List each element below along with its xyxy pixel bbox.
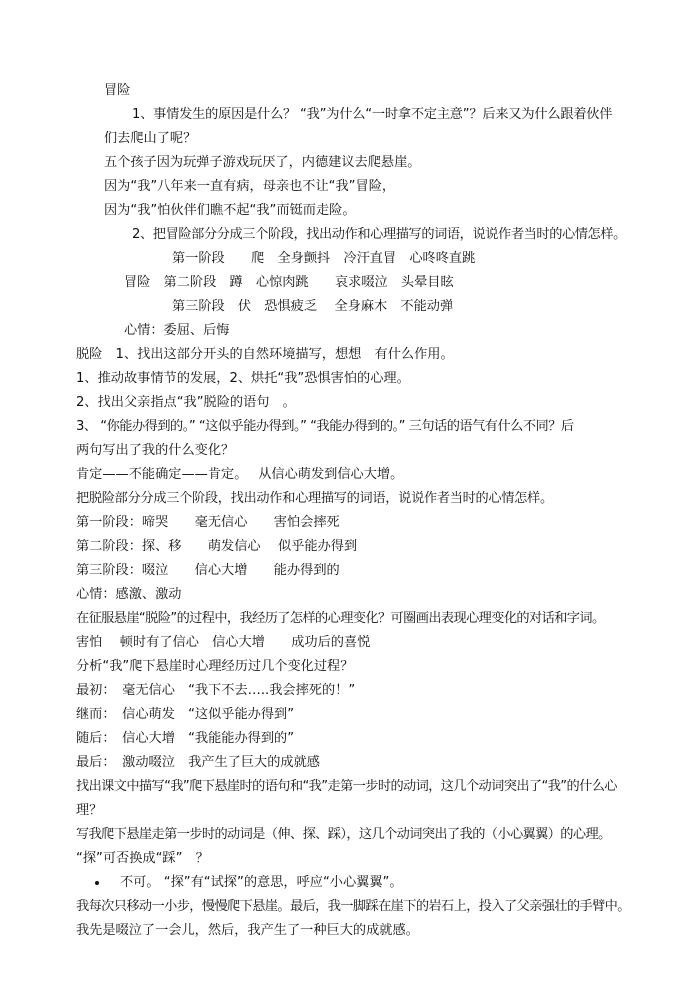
answer-line: 写我爬下悬崖走第一步时的动词是（伸、探、踩），这几个动词突出了我的（小心翼翼）的心理。	[76, 827, 611, 842]
question-line: 在征服悬崖“脱险”的过程中，我经历了怎样的心理变化？可圈画出表现心理变化的对话和字词。	[76, 611, 605, 626]
stage-line: 第三阶段：啜泣 信心大增 能办得到的	[76, 563, 340, 578]
section-heading-adventure: 冒险	[104, 83, 131, 98]
stage-line: 第二阶段：探、移 萌发信心 似乎能办得到	[76, 539, 358, 554]
answer-line: 不可。 “探”有“试探”的意思，呼应“小心翼翼”。	[120, 875, 403, 890]
text-line: 我每次只移动一小步，慢慢爬下悬崖。最后，我一脚踩在崖下的岩石上，投入了父亲强壮的手臂中。	[76, 899, 630, 914]
text-line: 我先是啜泣了一会儿，然后，我产生了一种巨大的成就感。	[76, 923, 419, 938]
question-1-continued: 们去爬山了呢？	[104, 131, 197, 146]
section-heading-escape: 脱险 1、找出这部分开头的自然环境描写，想想 有什么作用。	[76, 347, 454, 362]
question-line: 分析“我”爬下悬崖时心理经历过几个变化过程？	[76, 659, 354, 674]
stage-line: 继而： 信心萌发 “这似乎能办得到”	[76, 707, 295, 722]
answer-line: 肯定——不能确定——肯定。 从信心萌发到信心大增。	[76, 467, 404, 482]
question-1: 1、事情发生的原因是什么？ “我”为什么“一时拿不定主意”？后来又为什么跟着伙伴	[132, 107, 613, 122]
stage-line: 最初： 毫无信心 “我下不去…..我会摔死的！”	[76, 683, 356, 698]
stage-row-3: 第三阶段 伏 恐惧疲乏 全身麻木 不能动弹	[172, 299, 454, 314]
question-line: 把脱险部分分成三个阶段，找出动作和心理描写的词语，说说作者当时的心情怎样。	[76, 491, 553, 506]
question-line: 3、 “你能办得到的。” “这似乎能办得到。” “我能办得到的。” 三句话的语气有什么不同？后	[76, 419, 574, 434]
answer-line: 因为“我”怕伙伴们瞧不起“我”而铤而走险。	[104, 203, 356, 218]
stage-line: 第一阶段：啼哭 毫无信心 害怕会摔死	[76, 515, 340, 530]
stage-line: 随后： 信心大增 “我能能办得到的”	[76, 731, 295, 746]
answer-line: 1、推动故事情节的发展，2、烘托“我”恐惧害怕的心理。	[76, 371, 410, 386]
stage-row-1: 第一阶段 爬 全身颤抖 冷汗直冒 心咚咚直跳	[172, 251, 476, 266]
mood-line: 心情：感激、激动	[76, 587, 182, 602]
stage-line: 最后： 激动啜泣 我产生了巨大的成就感	[76, 755, 320, 770]
question-line-continued: 理？	[76, 803, 103, 818]
answer-line: 害怕 顿时有了信心 信心大增 成功后的喜悦	[76, 635, 371, 650]
answer-line: 因为“我”八年来一直有病，母亲也不让“我”冒险，	[104, 179, 396, 194]
question-2: 2、把冒险部分分成三个阶段，找出动作和心理描写的词语，说说作者当时的心情怎样。	[132, 227, 626, 242]
bullet-icon	[95, 881, 99, 885]
answer-line: 五个孩子因为玩弹子游戏玩厌了，内德建议去爬悬崖。	[104, 155, 421, 170]
question-line-continued: 两句写出了我的什么变化？	[76, 443, 235, 458]
mood-line: 心情：委屈、后悔	[124, 323, 230, 338]
question-line: “探”可否换成“踩” ？	[76, 851, 209, 866]
question-line: 2、找出父亲指点“我”脱险的语句 。	[76, 395, 296, 410]
stage-row-2: 冒险 第二阶段 蹲 心惊肉跳 哀求啜泣 头晕目眩	[124, 275, 454, 290]
question-line: 找出课文中描写“我”爬下悬崖时的语句和“我”走第一步时的动词，这几个动词突出了“我”的什么心	[76, 779, 617, 794]
